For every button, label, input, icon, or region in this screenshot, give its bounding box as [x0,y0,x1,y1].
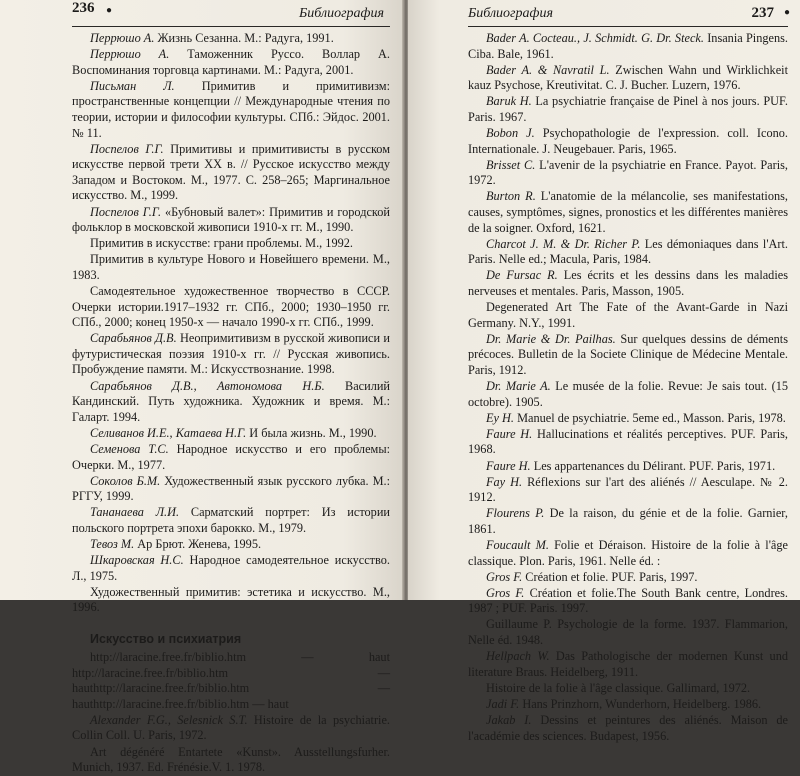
bibliography-entry [468,94,788,125]
bibliography-entry [72,474,390,505]
bibliography-entry [468,681,788,697]
entry-author: Перрюшо А. [90,47,170,62]
bibliography-entry [72,79,390,141]
entry-text: Psychopathologie de l'expression. coll. Icono. Internationale. J. Neugebauer. Paris, 1965. [468,126,788,156]
entry-text: Le musée de la folie. Revue: Je sais tout. (15 octobre). 1905. [468,379,788,409]
entry-text: Жизнь Сезанна. М.: Радуга, 1991. [154,31,334,45]
entry-text: Примитив в искусстве: грани проблемы. М., 1992. [90,236,353,251]
entry-text: Неопримитивизм в русской живописи и футуристическая поэзия 1910-х гг. // Русская живопись. Пробуждение памяти. М.: Искусствознание. 1998. [72,331,390,377]
bibliography-entry [468,189,788,236]
bibliography-entry [72,553,390,584]
bibliography-entry [72,284,390,331]
bullet-icon: ● [106,5,113,16]
entry-text: Hallucinations et réalités perceptives. PUF. Paris, 1968. [468,426,789,457]
entry-text: Folie et Déraison. Histoire de la folie à l'âge classique. Plon. Paris, 1961. Nelle éd. : [468,538,788,568]
entry-author: Flourens P. [486,506,545,521]
entry-text: La psychiatrie française de Pinel à nos jours. PUF. Paris. 1967. [468,94,788,124]
bibliography-entry [468,713,788,744]
bibliography-entry [72,142,390,204]
bibliography-entry [72,650,390,712]
entry-text: Самодеятельное художественное творчество в СССР. Очерки истории.1917–1932 гг. СПб., 2000; 1930–1950 гг. СПб., 2000; конец 1950-х — начало 1990-х гг. СПб., 1999. [72,284,390,330]
entry-text: Les démoniaques dans l'Art. Paris. Nelle ed.; Macula, Paris, 1984. [468,236,788,267]
entry-text: L'avenir de la psychiatrie en France. Payot. Paris, 1972. [468,157,788,188]
bibliography-entry [468,538,788,569]
entry-text: Таможенник Руссо. Воллар А. Воспоминания торговца картинами. М.: Радуга, 2001. [72,47,390,77]
entry-author: Поспелов Г.Г. [90,204,162,219]
section-bibliography-list [72,650,390,776]
bibliography-entry [72,505,390,536]
entry-text: Degenerated Art The Fate of the Avant-Garde in Nazi Germany. N.Y., 1991. [468,300,788,330]
bibliography-entry [468,697,788,713]
bibliography-entry [72,713,390,744]
entry-author: Bobon J. [486,126,535,141]
entry-author: Селиванов И.Е., Катаева Н.Г. [90,425,247,440]
bibliography-entry [72,426,390,442]
bibliography-entry [468,506,788,537]
entry-author: Шкаровская Н.С. [90,553,184,568]
entry-author: Gros F. [486,569,523,584]
entry-author: Brisset C. [486,157,536,172]
entry-text: Les écrits et les dessins dans les maladies nerveuses et mentales. Paris, Masson, 1905. [468,268,788,298]
bibliography-entry [468,300,788,331]
entry-author: Bader A. Cocteau., J. Schmidt. G. Dr. Steck. [486,31,704,45]
bibliography-entry [72,252,390,283]
right-page [408,0,800,743]
entry-text: Histoire de la psychiatrie. Collin Coll. U. Paris, 1972. [72,712,390,743]
entry-author: Faure H. [486,458,531,473]
entry-text: Guillaume P. Psychologie de la forme. 1937. Flammarion, Nelle éd. 1948. [468,617,788,648]
bibliography-entry [72,745,390,776]
bibliography-entry [468,268,788,299]
entry-author: Сарабьянов Д.В., Автономова Н.Б. [90,378,325,393]
entry-text: Народное самодеятельное искусство. Л., 1975. [72,553,391,583]
entry-author: Ey H. [486,410,514,425]
entry-text: Примитив в культуре Нового и Новейшего времени. М., 1983. [72,252,390,282]
entry-author: Dr. Marie A. [486,379,551,394]
entry-text: L'anatomie de la mélancolie, ses manifestations, causes, symptômes, signes, pronostics et les différentes manières de la soigner. Oxford, 1621. [468,189,788,235]
entry-text: Insania Pingens. Ciba. Bale, 1961. [468,31,788,61]
section-title: Искусство и психиатрия [90,631,242,646]
right-running-title: Библиография [468,6,553,21]
entry-text: Ар Брют. Женева, 1995. [134,537,262,551]
right-page-header [468,4,788,27]
bibliography-entry [72,379,390,426]
entry-author: Тевоз М. [90,537,135,551]
entry-text: http://laracine.free.fr/biblio.htm — haut http://laracine.free.fr/biblio.htm — hauthttp://laracine.free.fr/biblio.htm — hauthttp://laracine.free.fr/biblio.htm — haut [72,649,390,711]
bibliography-entry [72,331,390,378]
bibliography-entry [468,411,788,427]
entry-text: Hans Prinzhorn, Wunderhorn, Heidelberg. 1986. [519,696,762,711]
bibliography-entry [468,649,788,680]
bibliography-entry [468,617,788,648]
entry-text: Zwischen Wahn und Wirklichkeit kauz Psychose, Kreutivitat. C. J. Bucher. Luzern, 1976. [468,62,789,93]
entry-text: De la raison, du génie et de la folie. Garnier, 1861. [468,506,788,536]
entry-text: Sur quelques dessins de déments précoces. Bulletin de la Societe Clinique de Médecine Mentale. Paris, 1912. [468,331,788,377]
bibliography-entry [468,475,788,506]
entry-text: Das Pathologische der modernen Kunst und literature Braus. Heidelberg, 1911. [468,649,788,679]
entry-author: Charcot J. M. & Dr. Richer P. [486,236,641,251]
bibliography-entry [468,158,788,189]
bibliography-entry [72,236,390,252]
entry-author: Поспелов Г.Г. [90,141,164,156]
entry-text: Réflexions sur l'art des aliénés // Aesculape. № 2. 1912. [468,474,788,505]
entry-author: Соколов Б.М. [90,473,161,488]
entry-author: Перрюшо А. [90,31,155,45]
bibliography-entry [72,47,390,78]
bibliography-entry [468,459,788,475]
entry-author: Baruk H. [486,94,532,109]
entry-author: Fay H. [486,474,523,489]
entry-author: Foucault M. [486,538,549,552]
entry-author: Сарабьянов Д.В. [90,331,177,346]
entry-author: Семенова Т.С. [90,441,169,456]
entry-author: Письман Л. [90,78,175,93]
bibliography-entry [72,442,390,473]
entry-text: Народное искусство и его проблемы: Очерки. М., 1977. [72,441,390,472]
entry-text: Histoire de la folie à l'âge classique. Gallimard, 1972. [486,680,751,695]
bibliography-entry [468,586,788,617]
entry-text: Василий Кандинский. Путь художника. Художник и время. М.: Галарт. 1994. [72,378,391,424]
entry-author: Тананаева Л.И. [90,505,180,520]
entry-text: Примитивы и примитивисты в русском искусстве первой трети XX в. // Русское искусство между Западом и Востоком. М., 1977. С. 258–265; Маргинальное искусство. М., 1999. [72,141,390,203]
bibliography-entry [72,537,390,553]
entry-author: Bader A. & Navratil L. [486,62,610,77]
entry-text: Dessins et peintures des aliénés. Maison de l'académie des sciences. Budapest, 1956. [468,713,788,743]
entry-text: Création et folie. PUF. Paris, 1997. [522,569,698,584]
left-running-title: Библиография [299,6,384,21]
bibliography-entry [468,126,788,157]
entry-author: Gros F. [486,585,525,600]
entry-author: Dr. Marie & Dr. Pailhas. [486,331,616,346]
entry-text: Art dégénéré Entartete «Kunst». Ausstellungsfurher. Munich, 1937. Ed. Frénésie.V. 1. 1978. [72,744,390,775]
left-bibliography-list [72,31,390,616]
entry-text: Manuel de psychiatrie. 5eme ed., Masson. Paris, 1978. [514,410,786,425]
right-bibliography-list [468,31,788,744]
entry-text: «Бубновый валет»: Примитив и городской фольклор в московской живописи 1910-х гг. М., 1990. [72,204,390,235]
entry-author: Faure H. [486,426,533,441]
entry-text: Примитив и примитивизм: пространственные концепции // Международные чтения по теории, истории и философии культуры. СПб.: Эйдос. 2001. № 11. [72,78,391,140]
entry-author: Hellpach W. [486,649,550,664]
entry-author: De Fursac R. [486,268,558,283]
right-page-number: 237 [751,5,774,21]
left-page-number: 236 [72,0,95,16]
bibliography-entry [468,63,788,94]
entry-text: Художественный язык русского лубка. М.: РГГУ, 1999. [72,473,390,504]
entry-text: И была жизнь. М., 1990. [246,425,377,440]
entry-author: Jakab I. [486,713,532,728]
entry-author: Alexander F.G., Selesnick S.T. [90,712,248,727]
bullet-icon: ● [783,7,790,18]
entry-text: Les appartenances du Délirant. PUF. Paris, 1971. [530,458,776,473]
left-page-header [72,0,390,27]
bibliography-entry [468,570,788,586]
entry-author: Jadi F. [486,696,520,711]
bibliography-entry [468,31,788,62]
bibliography-entry [468,427,788,458]
bibliography-entry [468,237,788,268]
entry-text: Художественный примитив: эстетика и искусство. М., 1996. [72,584,390,615]
entry-author: Burton R. [486,189,536,204]
bibliography-entry [72,585,390,616]
bibliography-entry [468,379,788,410]
bibliography-entry [72,205,390,236]
bibliography-entry [468,332,788,379]
entry-text: Сарматский портрет: Из истории польского портрета эпохи барокко. М., 1979. [72,505,390,535]
bibliography-entry [72,31,390,47]
entry-text: Création et folie.The South Bank centre, Londres. 1987 ; PUF. Paris. 1997. [468,585,788,616]
